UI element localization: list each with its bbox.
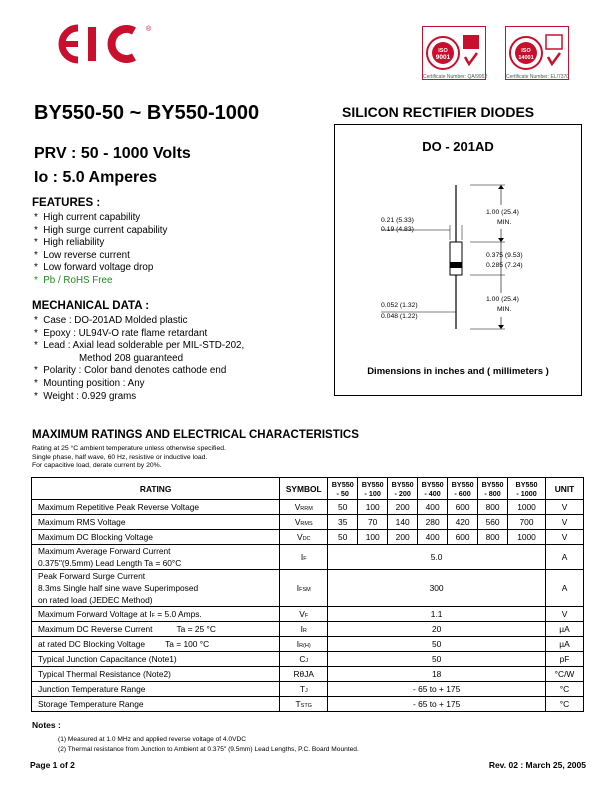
iso-14001-seal-icon [506,27,568,79]
table-row-vdc: Maximum DC Blocking Voltage VDC 50 100 200 400 600 800 1000 V [32,530,584,545]
iso-14001-caption: Certificate Number: EL/7370 [506,74,570,80]
eic-logo [52,22,152,66]
table-row-cj: Typical Junction Capacitance (Note1) CJ 50 pF [32,652,584,667]
mech-item: Method 208 guaranteed [79,352,184,364]
dim-wire-dia-max: 0.052 (1.32) [381,302,418,309]
page-number: Page 1 of 2 [30,760,75,770]
header-part: BY550 - 200 [388,478,418,500]
header-unit: UNIT [545,478,583,500]
iso-label: ISO [521,48,531,54]
features-heading: FEATURES : [32,197,101,209]
product-subtitle: SILICON RECTIFIER DIODES [342,104,535,120]
diode-outline-drawing [335,125,581,395]
feature-item: * High current capability [34,212,141,223]
table-row-ifsm: Peak Forward Surge Current 8.3ms Single half sine wave Superimposed on rated load (JEDEC Method) IFSM 300 A [32,570,584,607]
header-rating: RATING [32,478,280,500]
header-part: BY550 - 1000 [508,478,546,500]
feature-item-rohs: * Pb / RoHS Free [34,274,113,286]
dim-body-length-max: 0.375 (9.53) [486,252,523,259]
table-row-if: Maximum Average Forward Current 0.375"(9.5mm) Lead Length Ta = 60°C IF 5.0 A [32,545,584,570]
note-2: (2) Thermal resistance from Junction to Ambient at 0.375" (9.5mm) Lead Lengths, P.C. Board Mounted. [58,746,359,753]
iso-9001-caption: Certificate Number: QA/9952 [423,74,488,80]
mech-item: * Weight : 0.929 grams [34,390,137,402]
registered-mark: ® [146,26,152,33]
package-outline-box [334,124,582,396]
features-list [34,212,167,288]
iso-14001-badge [505,26,569,80]
table-header-row [32,478,584,500]
dim-body-dia-min: 0.19 (4.83) [381,226,414,233]
header-part: BY550 - 800 [478,478,508,500]
ratings-heading: MAXIMUM RATINGS AND ELECTRICAL CHARACTERISTICS [32,429,359,441]
mechanical-heading: MECHANICAL DATA : [32,300,150,312]
ratings-conditions [32,445,226,471]
table-row-rth: Typical Thermal Resistance (Note2) RθJA 18 °C/W [32,667,584,682]
condition-line: Rating at 25 °C ambient temperature unless otherwise specified. [32,445,226,452]
iso-number: 14001 [518,55,534,61]
table-row-irh: at rated DC Blocking Voltage Ta = 100 °C IR(H) 50 µA [32,637,584,652]
dim-body-length-min: 0.285 (7.24) [486,262,523,269]
dim-body-dia-max: 0.21 (5.33) [381,217,414,224]
dim-top-lead-length: 1.00 (25.4) [486,209,519,216]
dim-bottom-lead-length: 1.00 (25.4) [486,296,519,303]
key-specs [34,142,191,190]
table-row-tj: Junction Temperature Range TJ - 65 to + 175 °C [32,682,584,697]
iso-9001-badge [422,26,486,80]
condition-line: For capacitive load, derate current by 20%. [32,462,162,470]
table-row-ir: Maximum DC Reverse Current Ta = 25 °C IR 20 µA [32,622,584,637]
ratings-table [31,477,584,712]
io-spec: Io : 5.0 Amperes [34,169,158,186]
mechanical-list [34,315,244,403]
iso-number: 9001 [435,54,451,61]
mech-item: * Mounting position : Any [34,377,145,389]
condition-line: Single phase, half wave, 60 Hz, resistive or inductive load. [32,453,208,461]
part-range-title: BY550-50 ~ BY550-1000 [34,102,260,124]
header-part: BY550 - 50 [328,478,358,500]
header-part: BY550 - 600 [448,478,478,500]
mech-item: * Epoxy : UL94V-O rate flame retardant [34,327,208,339]
table-row-vrrm: Maximum Repetitive Peak Reverse Voltage VRRM 50 100 200 400 600 800 1000 V [32,500,584,515]
notes-heading: Notes : [32,720,61,730]
dim-top-lead-min: MIN. [497,219,512,226]
mech-item: * Polarity : Color band denotes cathode end [34,365,227,377]
feature-item: * High reliability [34,237,105,249]
feature-item: * Low forward voltage drop [34,262,154,274]
prv-spec: PRV : 50 - 1000 Volts [34,145,191,162]
note-1: (1) Measured at 1.0 MHz and applied reverse voltage of 4.0VDC [58,736,247,743]
dim-wire-dia-min: 0.048 (1.22) [381,313,418,320]
feature-item: * Low reverse current [34,249,130,261]
mech-item: * Lead : Axial lead solderable per MIL-STD-202, [34,340,245,352]
header-part: BY550 - 100 [358,478,388,500]
package-title: DO - 201AD [422,139,494,154]
package-caption: Dimensions in inches and ( millimeters ) [367,366,549,377]
table-row-vrms: Maximum RMS Voltage VRMS 35 70 140 280 420 560 700 V [32,515,584,530]
iso-9001-seal-icon [423,27,488,80]
table-row-vf: Maximum Forward Voltage at IF = 5.0 Amps. VF 1.1 V [32,607,584,622]
table-row-tstg: Storage Temperature Range TSTG - 65 to + 175 °C [32,697,584,712]
iso-label: ISO [438,48,448,54]
dim-bottom-lead-min: MIN. [497,306,512,313]
mech-item: * Case : DO-201AD Molded plastic [34,315,188,326]
header-part: BY550 - 400 [418,478,448,500]
revision-date: Rev. 02 : March 25, 2005 [488,760,586,770]
header-symbol: SYMBOL [280,478,328,500]
feature-item: * High surge current capability [34,224,168,236]
